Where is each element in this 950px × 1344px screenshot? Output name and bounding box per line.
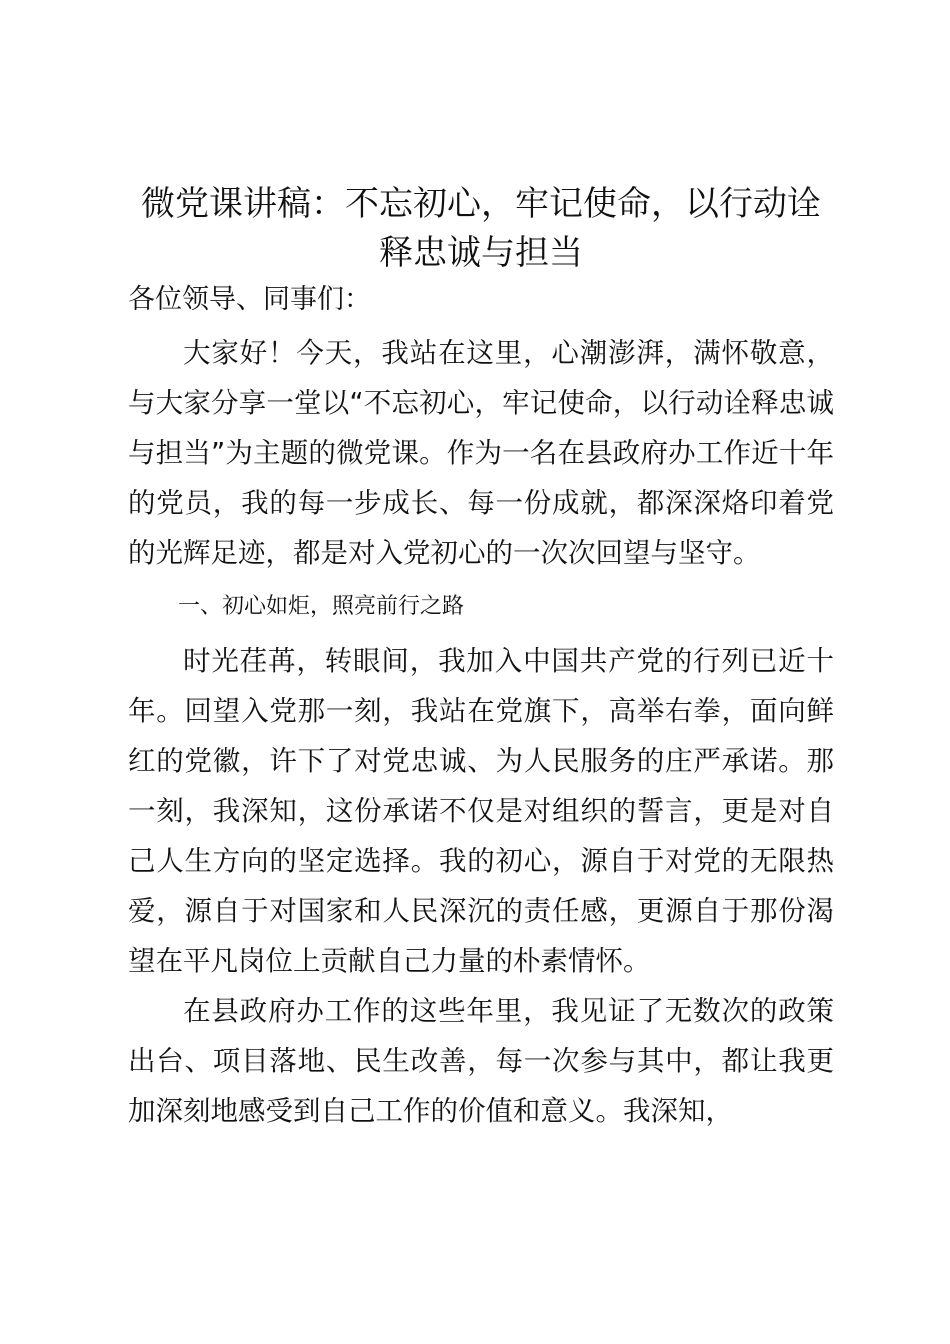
document-page	[128, 180, 834, 1136]
document-title: 微党课讲稿：不忘初心，牢记使命，以行动诠释忠诚与担当	[141, 184, 821, 273]
paragraph-intro: 大家好！今天，我站在这里，心潮澎湃，满怀敬意，与大家分享一堂以“不忘初心，牢记使命，以行动诠释忠诚与担当”为主题的微党课。作为一名在县政府办工作近十年的党员，我的每一步成长、每一份成就，都深深烙印着党的光辉足迹，都是对入党初心的一次次回望与坚守。	[128, 337, 834, 569]
section-heading-1: 一、初心如炬，照亮前行之路	[178, 594, 465, 619]
paragraph-initial-heart: 时光荏苒，转眼间，我加入中国共产党的行列已近十年。回望入党那一刻，我站在党旗下，高举右拳，面向鲜红的党徽，许下了对党忠诚、为人民服务的庄严承诺。那一刻，我深知，这份承诺不仅是对组织的誓言，更是对自己人生方向的坚定选择。我的初心，源自于对党的无限热爱，源自于对国家和人民深沉的责任感，更源自于那份渴望在平凡岗位上贡献自己力量的朴素情怀。	[128, 645, 834, 977]
salutation: 各位领导、同事们：	[128, 284, 371, 315]
paragraph-county-office: 在县政府办工作的这些年里，我见证了无数次的政策出台、项目落地、民生改善，每一次参与其中，都让我更加深刻地感受到自己工作的价值和意义。我深知，	[128, 995, 834, 1127]
